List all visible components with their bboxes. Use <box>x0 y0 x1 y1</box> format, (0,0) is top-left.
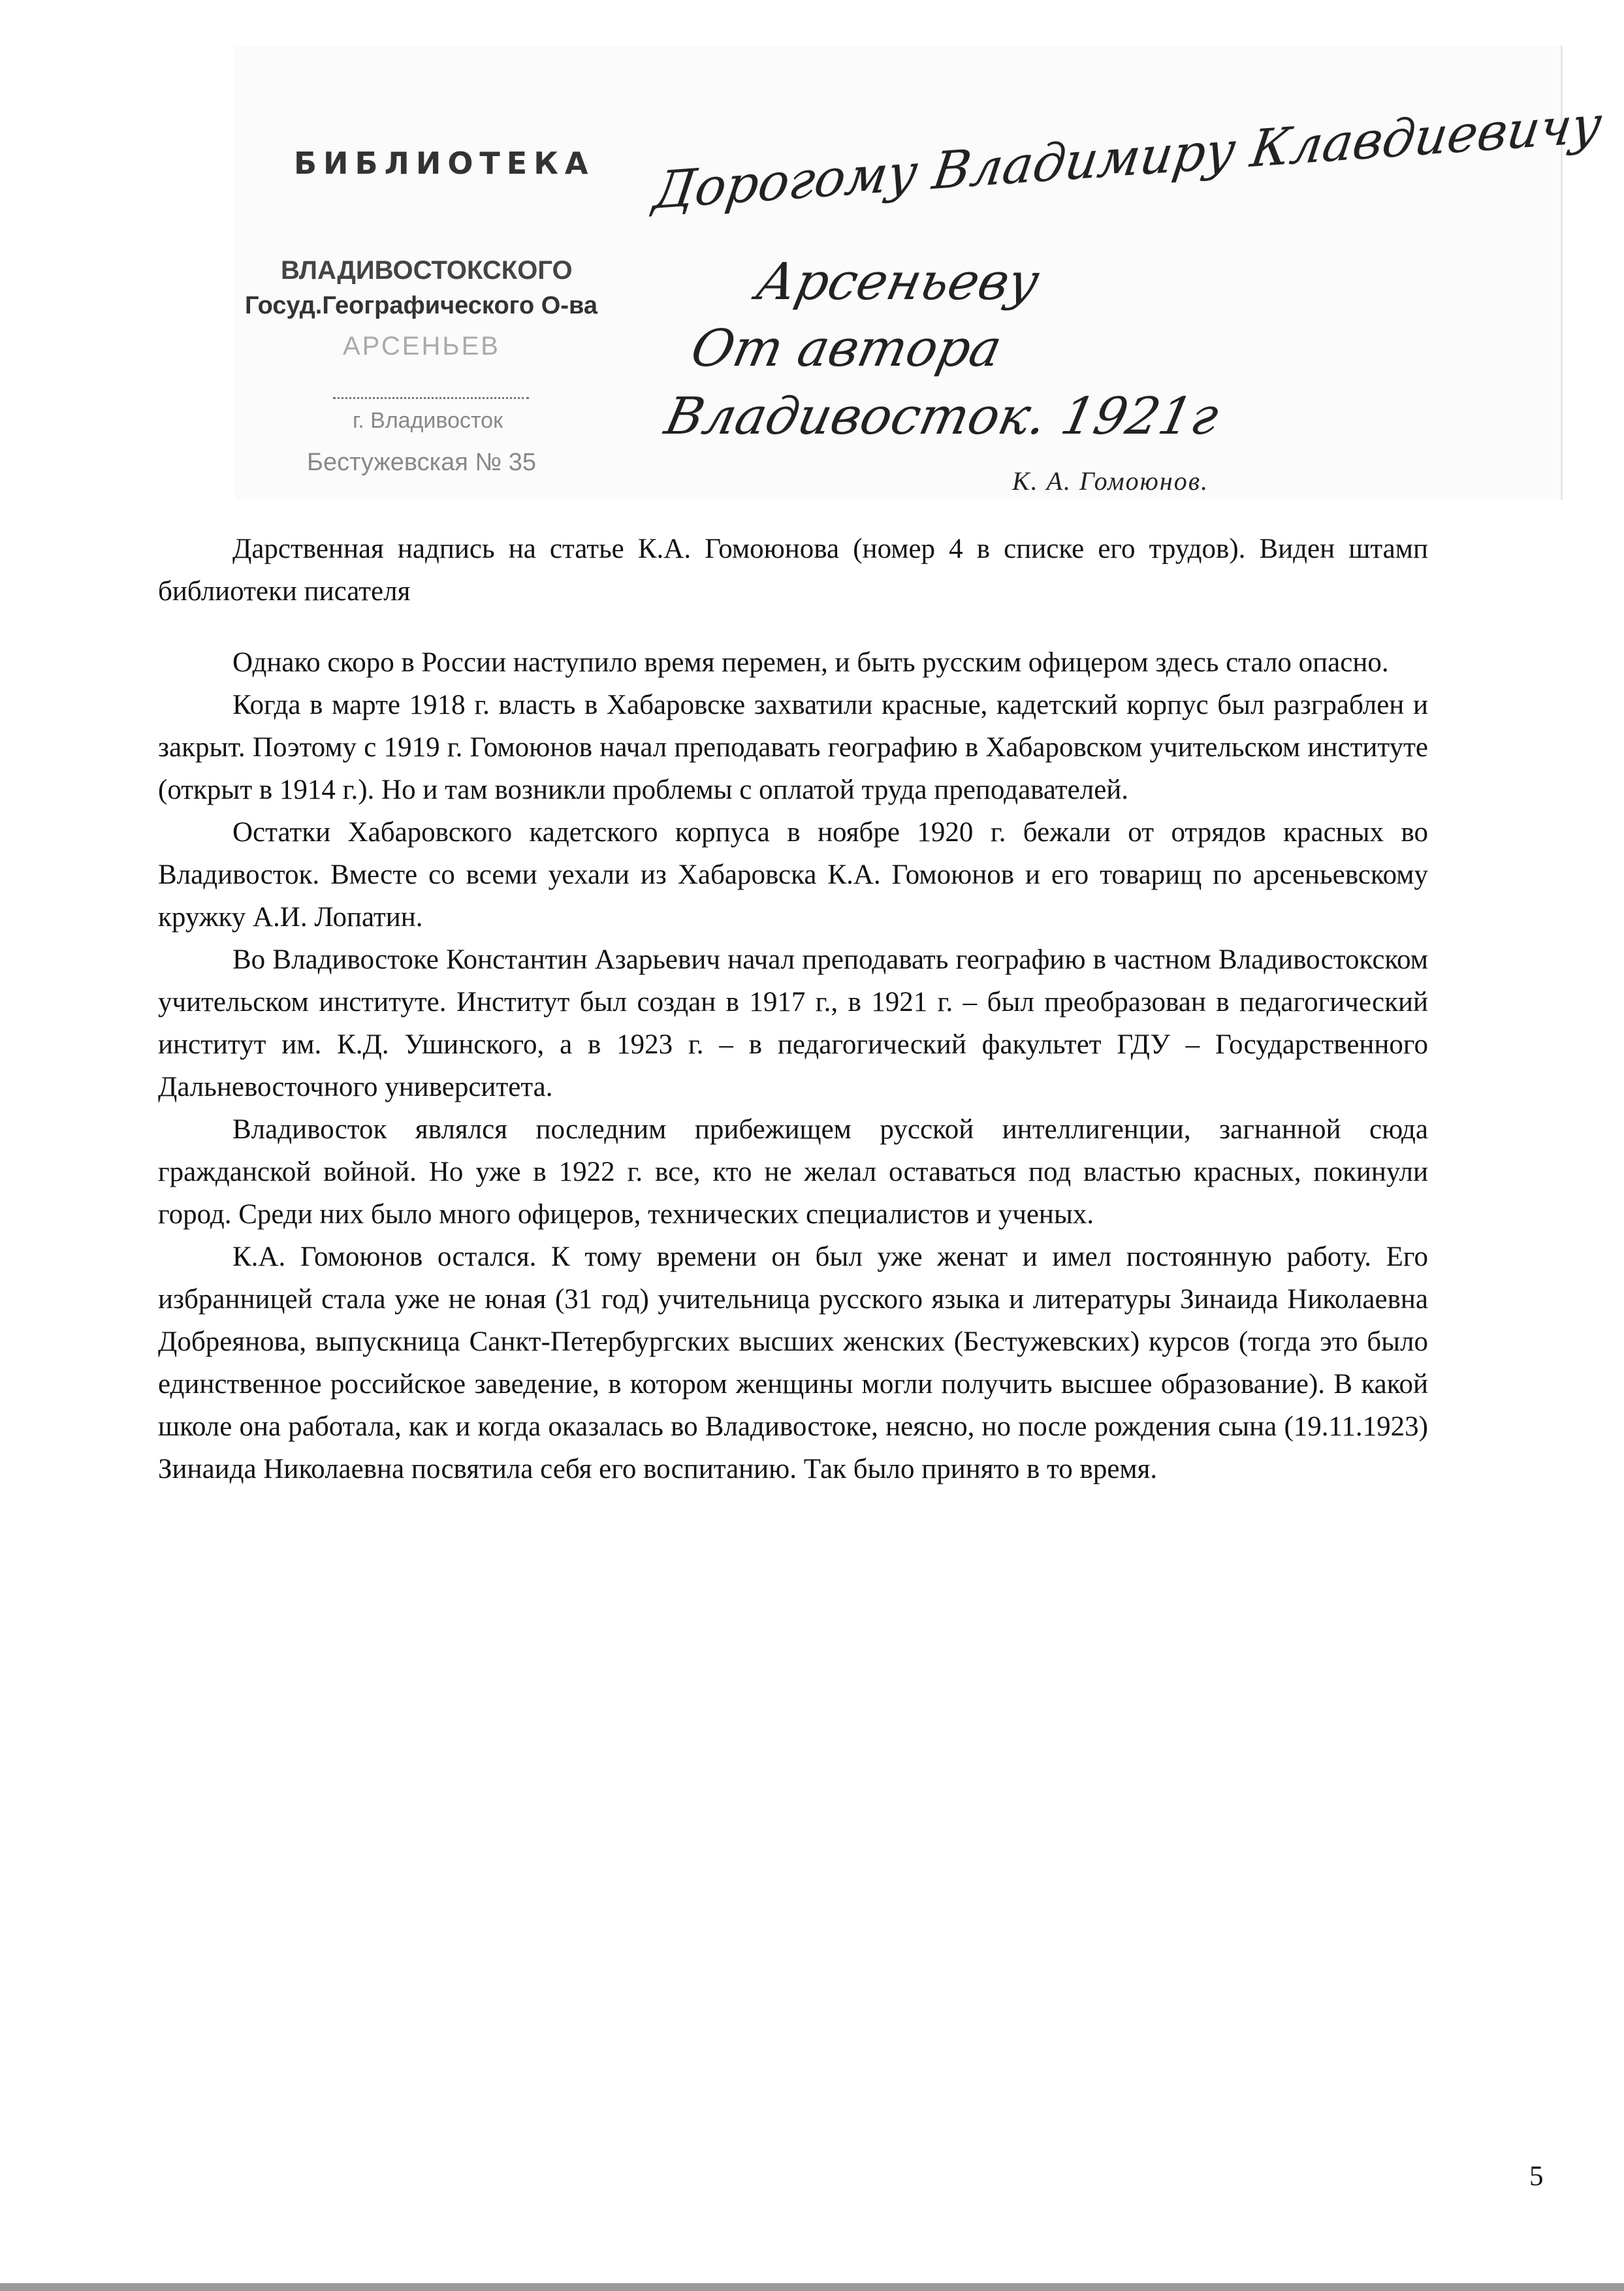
caption-text: Дарственная надпись на статье К.А. Гомоюнова (номер 4 в списке его трудов). Виден штамп библиотеки писателя <box>158 534 1428 607</box>
paragraph: К.А. Гомоюнов остался. К тому времени он был уже женат и имел постоянную работу. Его избранницей стала уже не юная (31 год) учительница русского языка и литературы Зинаида Николаевна Добреянова, выпускница Санкт-Петербургских высших женских (Бестужевских) курсов (тогда это было единственное российское заведение, в котором женщины могли получить высшее образование). В какой школе она работала, как и когда оказалась во Владивостоке, неясно, но после рождения сына (19.11.1923) Зинаида Николаевна посвятила себя его воспитанию. Так было принято в то время. <box>158 1242 1428 1484</box>
paragraph: Во Владивостоке Константин Азарьевич начал преподавать географию в частном Владивостокском учительском институте. Институт был создан в 1917 г., в 1921 г. – был преобразован в педагогический институт им. К.Д. Ушинского, а в 1923 г. – в педагогический факультет ГДУ – Государственного Дальневосточного университета. <box>158 944 1428 1102</box>
stamp-library-label: БИБЛИОТЕКА <box>294 146 595 181</box>
inscription-photo <box>235 46 1606 500</box>
stamp-owner-name: АРСЕНЬЕВ <box>343 332 500 360</box>
printed-author-name: К. А. Гомоюнов. <box>1012 466 1209 496</box>
library-stamp <box>235 46 731 500</box>
inscription-line-4: Владивосток. 1921г <box>660 387 1224 446</box>
inscription-line-2: Арсеньеву <box>751 253 1045 312</box>
inscription-line-1: Дорогому Владимиру Клавдиевичу <box>650 95 1606 221</box>
paragraph: Когда в марте 1918 г. власть в Хабаровске захватили красные, кадетский корпус был разграблен и закрыт. Поэтому с 1919 г. Гомоюнов начал преподавать географию в Хабаровском учительском институте (открыт в 1914 г.). Но и там возникли проблемы с оплатой труда преподавателей. <box>158 690 1428 805</box>
stamp-society-line: Госуд.Географического О-ва <box>245 292 597 319</box>
page-bottom-edge <box>0 2283 1624 2291</box>
inscription-line-3: От автора <box>686 319 1007 378</box>
body-text <box>158 641 1428 1490</box>
page-number: 5 <box>1529 2161 1544 2192</box>
stamp-address: Бестужевская № 35 <box>307 449 536 476</box>
paragraph: Остатки Хабаровского кадетского корпуса в ноябре 1920 г. бежали от отрядов красных во Владивосток. Вместе со всеми уехали из Хабаровска К.А. Гомоюнов и его товарищ по арсеньевскому кружку А.И. Лопатин. <box>158 817 1428 933</box>
stamp-city-line: ВЛАДИВОСТОКСКОГО <box>281 256 573 285</box>
stamp-city: г. Владивосток <box>353 408 503 433</box>
paragraph: Владивосток являлся последним прибежищем русской интеллигенции, загнанной сюда гражданской войной. Но уже в 1922 г. все, кто не желал оставаться под властью красных, покинули город. Среди них было много офицеров, технических специалистов и ученых. <box>158 1114 1428 1230</box>
figure-caption <box>158 528 1428 613</box>
paragraph: Однако скоро в России наступило время перемен, и быть русским офицером здесь стало опасно. <box>232 647 1389 678</box>
stamp-divider <box>333 397 529 399</box>
